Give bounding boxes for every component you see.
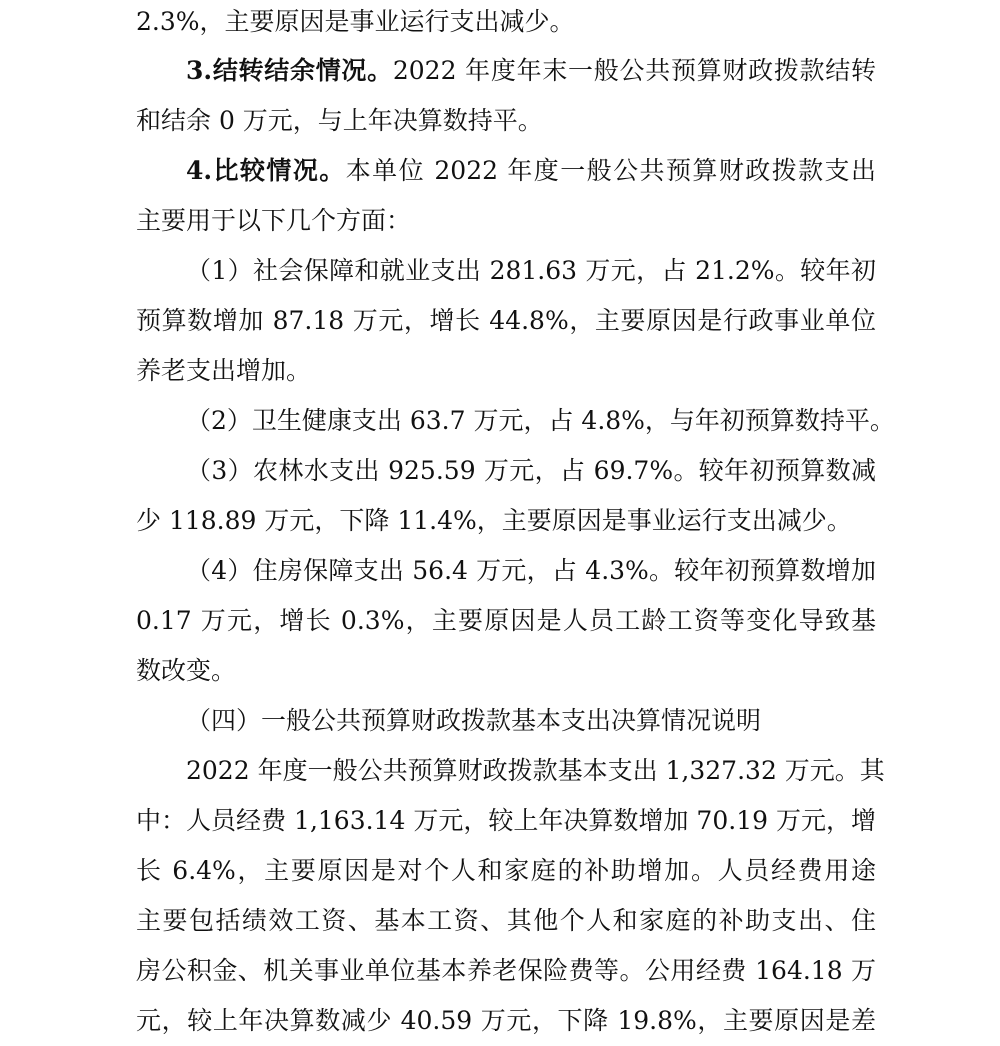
paragraph-line: （2）卫生健康支出 63.7 万元，占 4.8%，与年初预算数持平。 xyxy=(186,406,895,435)
section-heading: 3.结转结余情况。 xyxy=(186,56,393,85)
paragraph-line: 2.3%，主要原因是事业运行支出减少。 xyxy=(136,7,575,36)
paragraph-text: 本单位 2022 年度一般公共预算财政拨款支出 xyxy=(345,156,876,185)
paragraph-line: （3）农林水支出 925.59 万元，占 69.7%。较年初预算数减 xyxy=(186,456,876,485)
paragraph-line: 养老支出增加。 xyxy=(136,356,312,385)
paragraph-line: 长 6.4%，主要原因是对个人和家庭的补助增加。人员经费用途 xyxy=(136,856,876,885)
paragraph-line: 0.17 万元，增长 0.3%，主要原因是人员工龄工资等变化导致基 xyxy=(136,606,876,635)
paragraph-line: 中：人员经费 1,163.14 万元，较上年决算数增加 70.19 万元，增 xyxy=(136,806,876,835)
paragraph-line: （4）住房保障支出 56.4 万元，占 4.3%。较年初预算数增加 xyxy=(186,556,876,585)
paragraph-line: 和结余 0 万元，与上年决算数持平。 xyxy=(136,106,543,135)
paragraph-line: 房公积金、机关事业单位基本养老保险费等。公用经费 164.18 万 xyxy=(136,956,876,985)
section-heading: 4.比较情况。 xyxy=(186,156,346,185)
paragraph-text: 2022 年度年末一般公共预算财政拨款结转 xyxy=(392,56,876,85)
paragraph-line: 主要包括绩效工资、基本工资、其他个人和家庭的补助支出、住 xyxy=(136,906,876,935)
paragraph-line: （1）社会保障和就业支出 281.63 万元，占 21.2%。较年初 xyxy=(186,256,876,285)
subsection-heading: （四）一般公共预算财政拨款基本支出决算情况说明 xyxy=(186,706,762,735)
paragraph-line xyxy=(186,46,876,96)
paragraph-line: 少 118.89 万元，下降 11.4%，主要原因是事业运行支出减少。 xyxy=(136,506,852,535)
paragraph-line xyxy=(186,146,876,196)
paragraph-line: 元，较上年决算数减少 40.59 万元，下降 19.8%，主要原因是差 xyxy=(136,1006,876,1035)
paragraph-line: 主要用于以下几个方面： xyxy=(136,206,412,235)
paragraph-line: 2022 年度一般公共预算财政拨款基本支出 1,327.32 万元。其 xyxy=(186,756,885,785)
paragraph-line: 预算数增加 87.18 万元，增长 44.8%，主要原因是行政事业单位 xyxy=(136,306,876,335)
paragraph-line: 数改变。 xyxy=(136,656,237,685)
